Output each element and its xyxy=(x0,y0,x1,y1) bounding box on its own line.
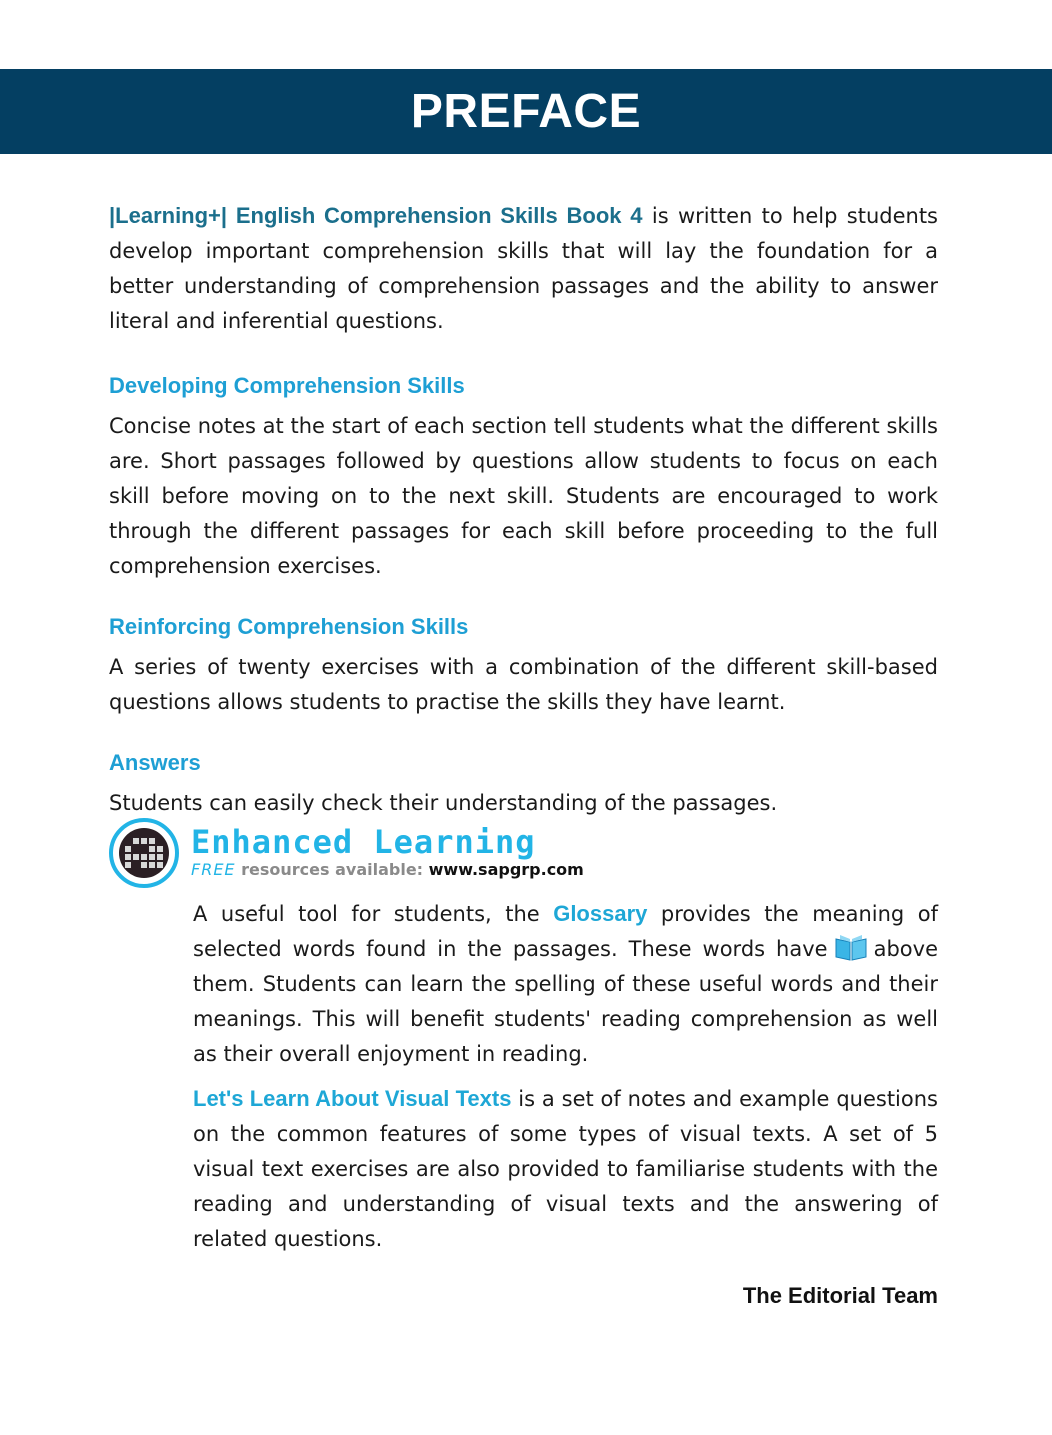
resources-line: FREE resources available: www.sapgrp.com xyxy=(191,860,584,879)
section-answers xyxy=(109,748,938,821)
open-book-icon xyxy=(834,933,868,961)
signature: The Editorial Team xyxy=(742,1283,938,1308)
enhanced-learning-logo-icon xyxy=(109,818,179,888)
glossary-term: Glossary xyxy=(553,901,648,926)
enhanced-learning-block xyxy=(109,818,938,1257)
intro-paragraph: |Learning+| English Comprehension Skills Book 4 is written to help students develop important comprehension skills that will lay the foundation for a better understanding of comprehension passages and the ability to answer literal and inferential questions. xyxy=(109,203,938,333)
section-text: Students can easily check their understanding of the passages. xyxy=(109,791,778,815)
preface-banner xyxy=(0,69,1052,154)
section-heading: Developing Comprehension Skills xyxy=(109,373,465,398)
visual-texts-term: Let's Learn About Visual Texts xyxy=(193,1086,512,1111)
glossary-paragraph: A useful tool for students, the Glossary provides the meaning of selected words found in the passages. These words have above them. Students can learn the spelling of these useful words and their meanings. This will benefit students' reading comprehension as well as their overall enjoyment in reading. xyxy=(193,901,938,1066)
preface-content xyxy=(109,198,938,821)
enhanced-learning-title: Enhanced Learning xyxy=(191,823,536,861)
section-text: A series of twenty exercises with a combination of the different skill-based questions allows students to practise the skills they have learnt. xyxy=(109,655,938,714)
book-title: |Learning+| English Comprehension Skills Book 4 xyxy=(109,203,643,228)
page-title: PREFACE xyxy=(410,85,642,138)
visual-texts-paragraph: Let's Learn About Visual Texts is a set of notes and example questions on the common features of some types of visual texts. A set of 5 visual text exercises are also provided to familiarise students with the reading and understanding of visual texts and the answering of related questions. xyxy=(193,1086,938,1251)
enhanced-learning-header xyxy=(109,818,938,888)
section-heading: Answers xyxy=(109,750,201,775)
section-developing xyxy=(109,371,938,584)
section-text: Concise notes at the start of each section tell students what the different skills are. Short passages followed by questions allow students to focus on each skill before moving on to the next skill. Students are encouraged to work through the different passages for each skill before proceeding to the full comprehension exercises. xyxy=(109,414,938,578)
section-reinforcing xyxy=(109,612,938,720)
resources-url[interactable]: www.sapgrp.com xyxy=(428,860,584,879)
section-heading: Reinforcing Comprehension Skills xyxy=(109,614,469,639)
